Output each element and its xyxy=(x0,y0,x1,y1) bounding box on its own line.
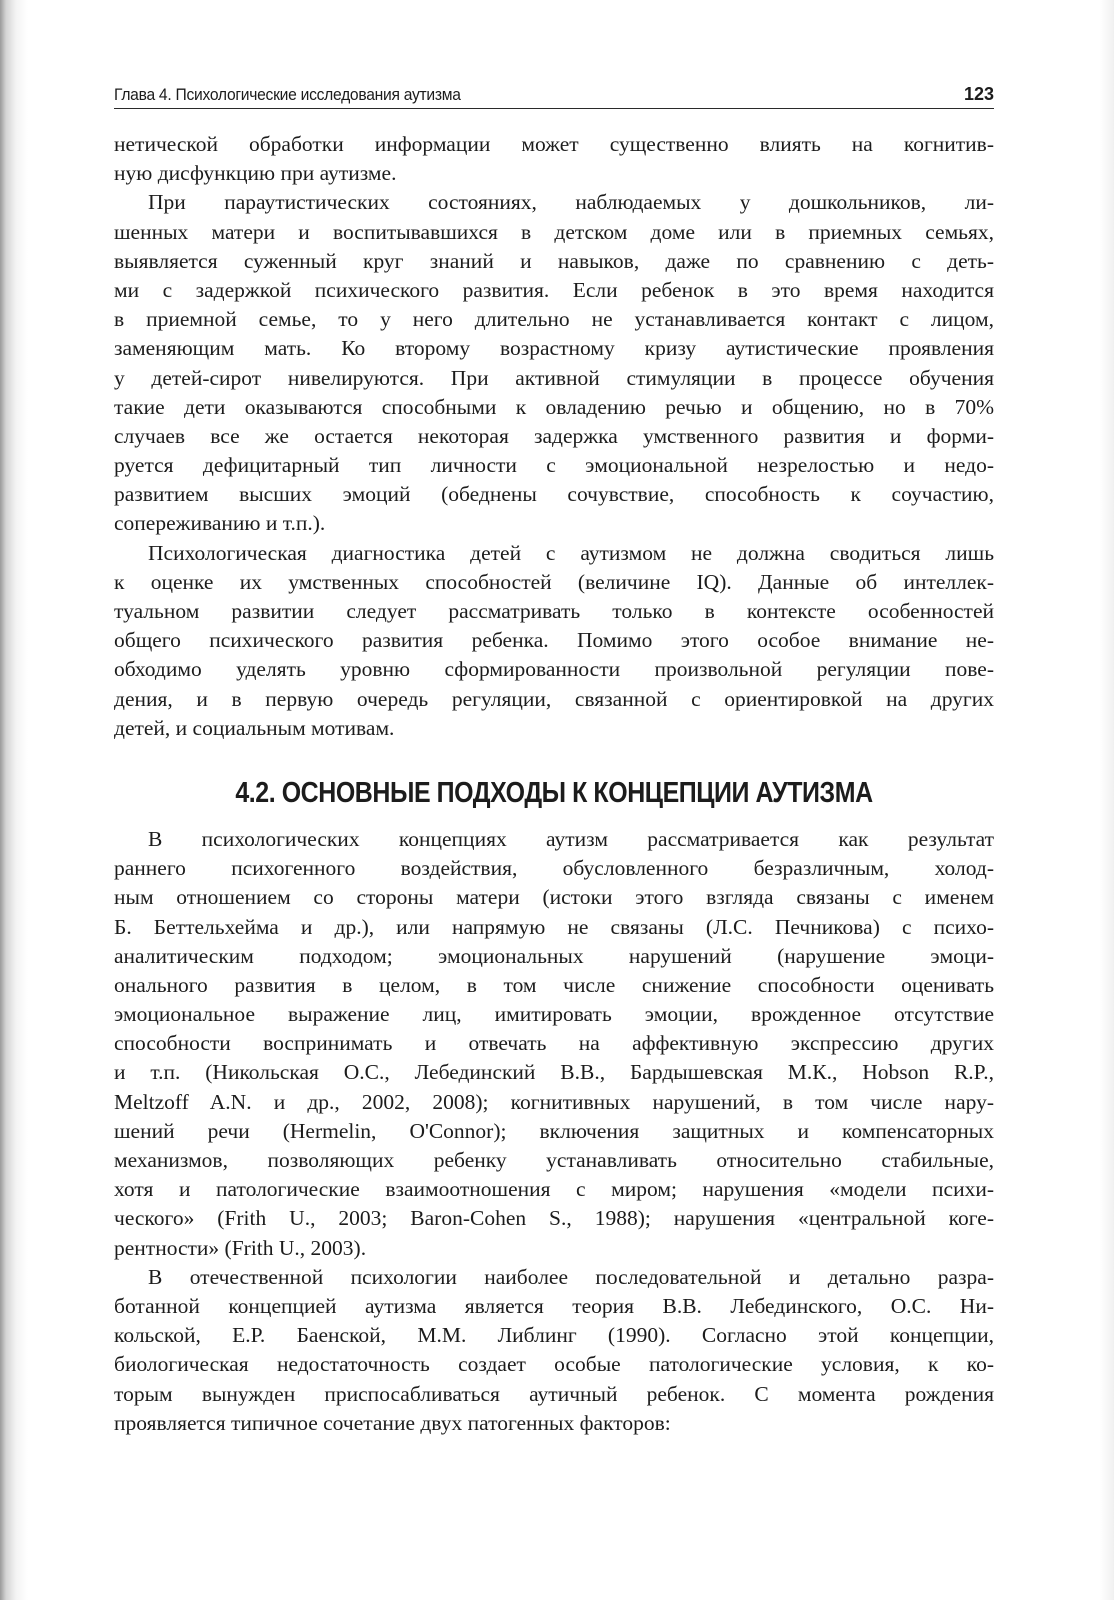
text-line: онального развития в целом, в том числе снижение способности оценивать xyxy=(114,972,994,997)
text-line: ным отношением со стороны матери (истоки этого взгляда связаны с именем xyxy=(114,885,994,910)
text-line: к оценке их умственных способностей (величине IQ). Данные об интеллек- xyxy=(114,569,994,594)
text-line: кольской, Е.Р. Баенской, М.М. Либлинг (1990). Согласно этой концепции, xyxy=(114,1323,994,1348)
text-line: детей, и социальным мотивам. xyxy=(114,715,395,740)
text-line: торым вынужден приспосабливаться аутичный ребенок. С момента рождения xyxy=(114,1381,994,1406)
text-line: Б. Беттельхейма и др.), или напрямую не связаны (Л.С. Печникова) с психо- xyxy=(114,914,994,939)
text-line: В психологических концепциях аутизм рассматривается как результат xyxy=(148,826,994,851)
text-line: ную дисфункцию при аутизме. xyxy=(114,161,397,186)
text-line: у детей-сирот нивелируются. При активной стимуляции в процессе обучения xyxy=(114,365,994,390)
text-line: раннего психогенного воздействия, обусловленного безразличным, холод- xyxy=(114,856,994,881)
text-line: дения, и в первую очередь регуляции, связанной с ориентировкой на других xyxy=(114,686,994,711)
text-line: нетической обработки информации может существенно влиять на когнитив- xyxy=(114,132,994,156)
text-line: руется дефицитарный тип личности с эмоциональной незрелостью и недо- xyxy=(114,453,994,478)
paragraph xyxy=(114,130,994,188)
page-number: 123 xyxy=(963,84,994,104)
page-body xyxy=(114,130,994,1438)
text-line: При параутистических состояниях, наблюдаемых у дошкольников, ли- xyxy=(148,190,994,215)
text-line: случаев все же остается некоторая задержка умственного развития и форми- xyxy=(114,423,994,448)
text-line: ческого» (Frith U., 2003; Baron-Cohen S., 1988); нарушения «центральной коге- xyxy=(114,1206,994,1231)
text-line: хотя и патологические взаимоотношения с миром; нарушения «модели психи- xyxy=(114,1177,994,1202)
text-line: Meltzoff A.N. и др., 2002, 2008); когнитивных нарушений, в том числе нару- xyxy=(114,1089,994,1114)
section-heading: 4.2. ОСНОВНЫЕ ПОДХОДЫ К КОНЦЕПЦИИ АУТИЗМА xyxy=(235,776,873,809)
page-header xyxy=(114,80,994,109)
text-line: сопереживанию и т.п.). xyxy=(114,511,326,536)
paragraph xyxy=(114,188,994,538)
text-line: аналитическим подходом; эмоциональных нарушений (нарушение эмоци- xyxy=(114,943,994,968)
running-head: Глава 4. Психологические исследования аутизма xyxy=(114,85,461,104)
paragraph xyxy=(114,825,994,1263)
text-line: обходимо уделять уровню сформированности произвольной регуляции пове- xyxy=(114,657,994,682)
text-line: рентности» (Frith U., 2003). xyxy=(114,1235,367,1260)
text-line: заменяющим мать. Ко второму возрастному кризу аутистические проявления xyxy=(114,336,994,361)
text-line: туальном развитии следует рассматривать только в контексте особенностей xyxy=(114,599,994,623)
paragraph xyxy=(114,539,994,743)
text-line: эмоциональное выражение лиц, имитировать эмоции, врожденное отсутствие xyxy=(114,1002,994,1027)
text-line: механизмов, позволяющих ребенку устанавливать относительно стабильные, xyxy=(114,1148,994,1172)
text-line: общего психического развития ребенка. Помимо этого особое внимание не- xyxy=(114,628,994,653)
text-line: способности воспринимать и отвечать на аффективную экспрессию других xyxy=(114,1031,994,1056)
text-line: В отечественной психологии наиболее последовательной и детально разра- xyxy=(148,1264,994,1289)
paragraph xyxy=(114,1263,994,1438)
text-line: выявляется суженный круг знаний и навыков, даже по сравнению с деть- xyxy=(114,248,994,273)
text-line: ми с задержкой психического развития. Если ребенок в это время находится xyxy=(114,277,994,302)
text-line: Психологическая диагностика детей с аутизмом не должна сводиться лишь xyxy=(148,540,994,565)
text-line: ботанной концепцией аутизма является теория В.В. Лебединского, О.С. Ни- xyxy=(114,1293,994,1318)
text-line: и т.п. (Никольская О.С., Лебединский В.В., Бардышевская М.К., Hobson R.P., xyxy=(114,1060,994,1085)
text-line: проявляется типичное сочетание двух патогенных факторов: xyxy=(114,1410,671,1435)
text-line: в приемной семье, то у него длительно не устанавливается контакт с лицом, xyxy=(114,307,994,332)
text-line: биологическая недостаточность создает особые патологические условия, к ко- xyxy=(114,1352,994,1377)
text-line: развитием высших эмоций (обеднены сочувствие, способность к соучастию, xyxy=(114,482,994,507)
text-line: шенных матери и воспитывавшихся в детском доме или в приемных семьях, xyxy=(114,219,994,244)
text-line: такие дети оказываются способными к овладению речью и общению, но в 70% xyxy=(114,394,994,419)
text-line: шений речи (Hermelin, O'Connor); включения защитных и компенсаторных xyxy=(114,1118,994,1143)
